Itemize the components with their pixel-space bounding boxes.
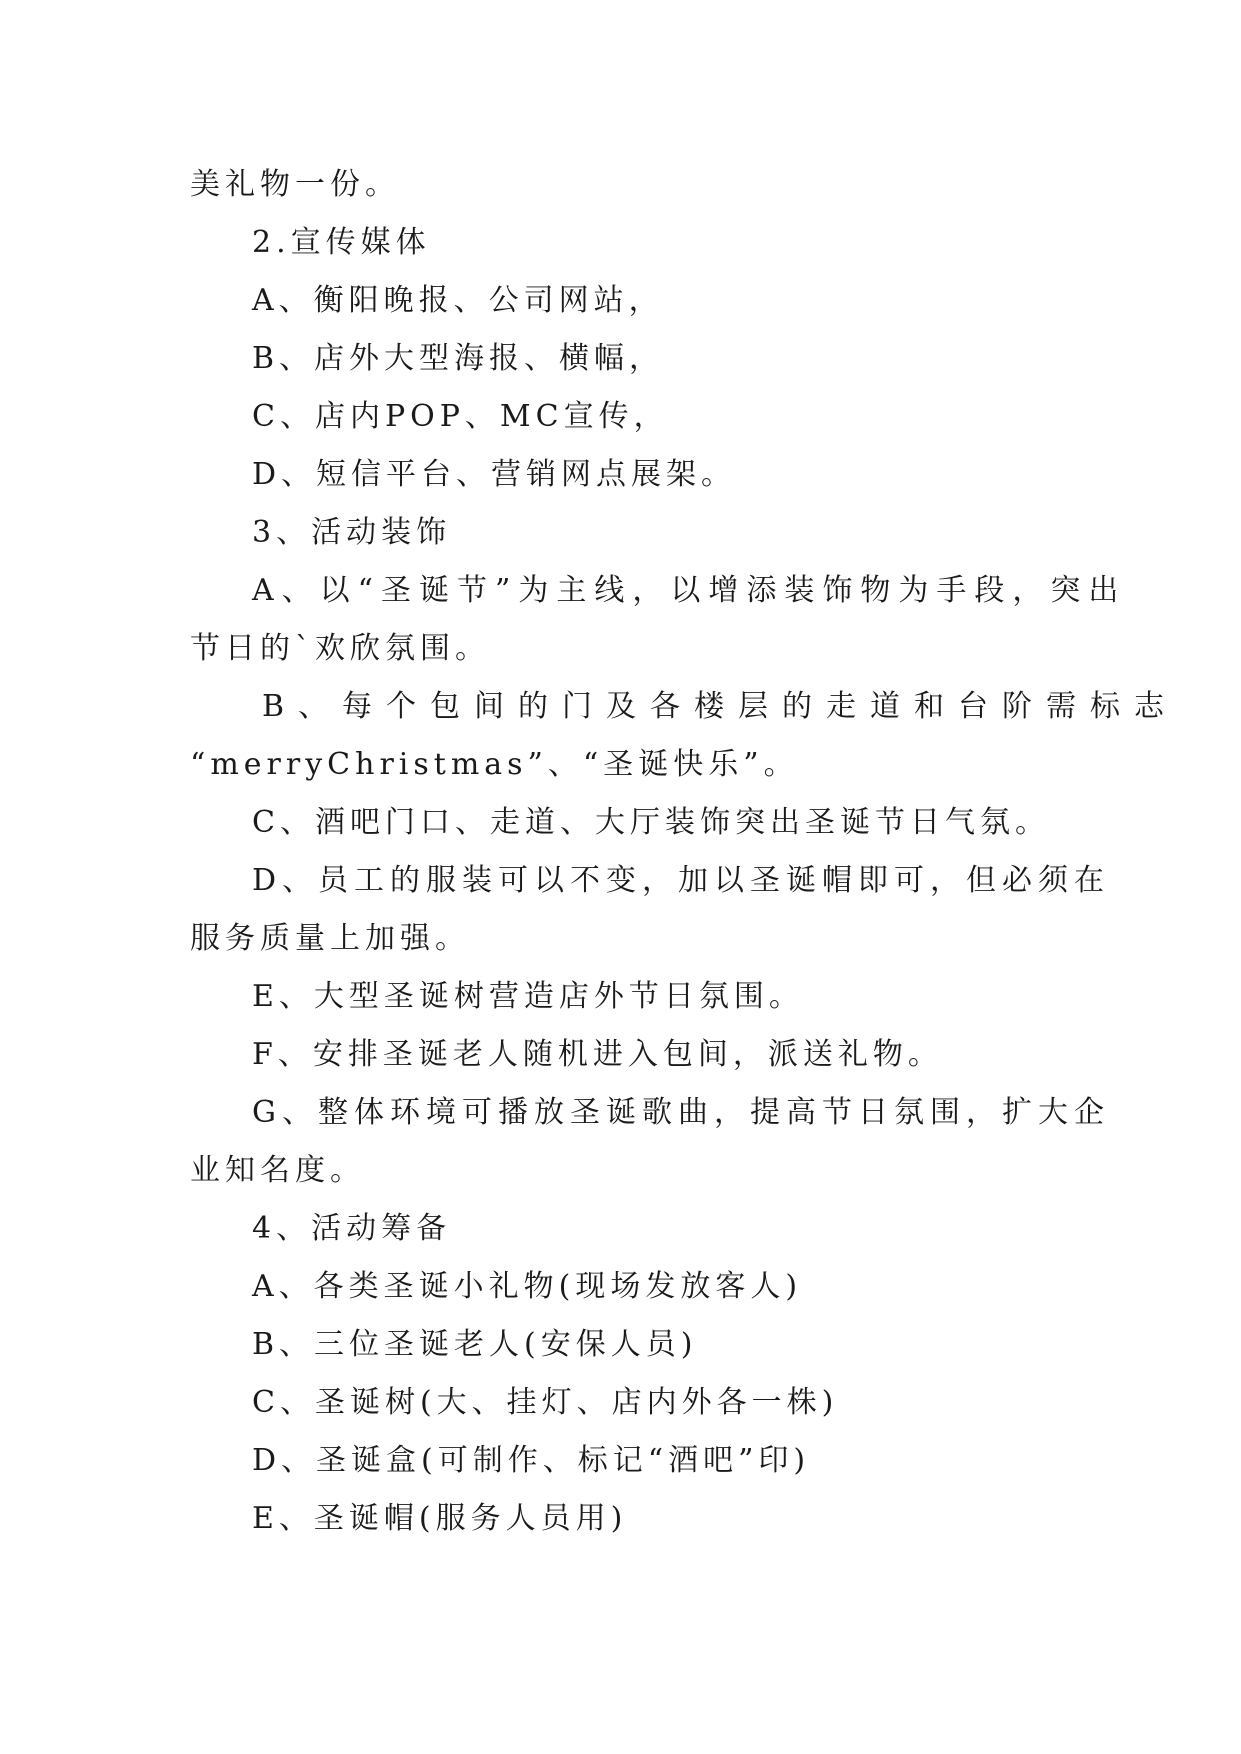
section-heading: 4、活动筹备 [252, 1211, 452, 1246]
text-line: 服务质量上加强。 [190, 921, 470, 956]
section-heading: 3、活动装饰 [252, 515, 452, 550]
text-line: D、员工的服装可以不变，加以圣诞帽即可，但必须在 [252, 863, 1111, 898]
text-line: G、整体环境可播放圣诞歌曲，提高节日氛围，扩大企 [252, 1095, 1110, 1130]
text-line: D、圣诞盒(可制作、标记“酒吧”印) [252, 1443, 811, 1478]
text-line: B、店外大型海报、横幅， [252, 341, 665, 376]
text-line: A、各类圣诞小礼物(现场发放客人) [252, 1269, 803, 1304]
text-line: E、大型圣诞树营造店外节日氛围。 [252, 979, 804, 1014]
text-line: A、衡阳晚报、公司网站， [252, 283, 664, 318]
text-line: E、圣诞帽(服务人员用) [252, 1501, 628, 1536]
text-line: 美礼物一份。 [190, 167, 400, 202]
text-line: C、圣诞树(大、挂灯、店内外各一株) [252, 1385, 839, 1420]
text-line: D、短信平台、营销网点展架。 [252, 457, 737, 492]
text-line: 节日的`欢欣氛围。 [190, 631, 490, 666]
text-line: F、安排圣诞老人随机进入包间，派送礼物。 [252, 1037, 943, 1072]
text-line: 业知名度。 [190, 1153, 365, 1188]
text-line: B、每个包间的门及各楼层的走道和台阶需标志 [262, 689, 1179, 724]
text-line: C、店内POP、MC宣传， [252, 399, 669, 434]
text-line: “merryChristmas”、“圣诞快乐”。 [190, 747, 799, 782]
text-line: B、三位圣诞老人(安保人员) [252, 1327, 698, 1362]
text-line: C、酒吧门口、走道、大厅装饰突出圣诞节日气氛。 [252, 805, 1050, 840]
text-line: A、以“圣诞节”为主线，以增添装饰物为手段，突出 [252, 573, 1127, 608]
section-heading: 2.宣传媒体 [252, 225, 431, 260]
